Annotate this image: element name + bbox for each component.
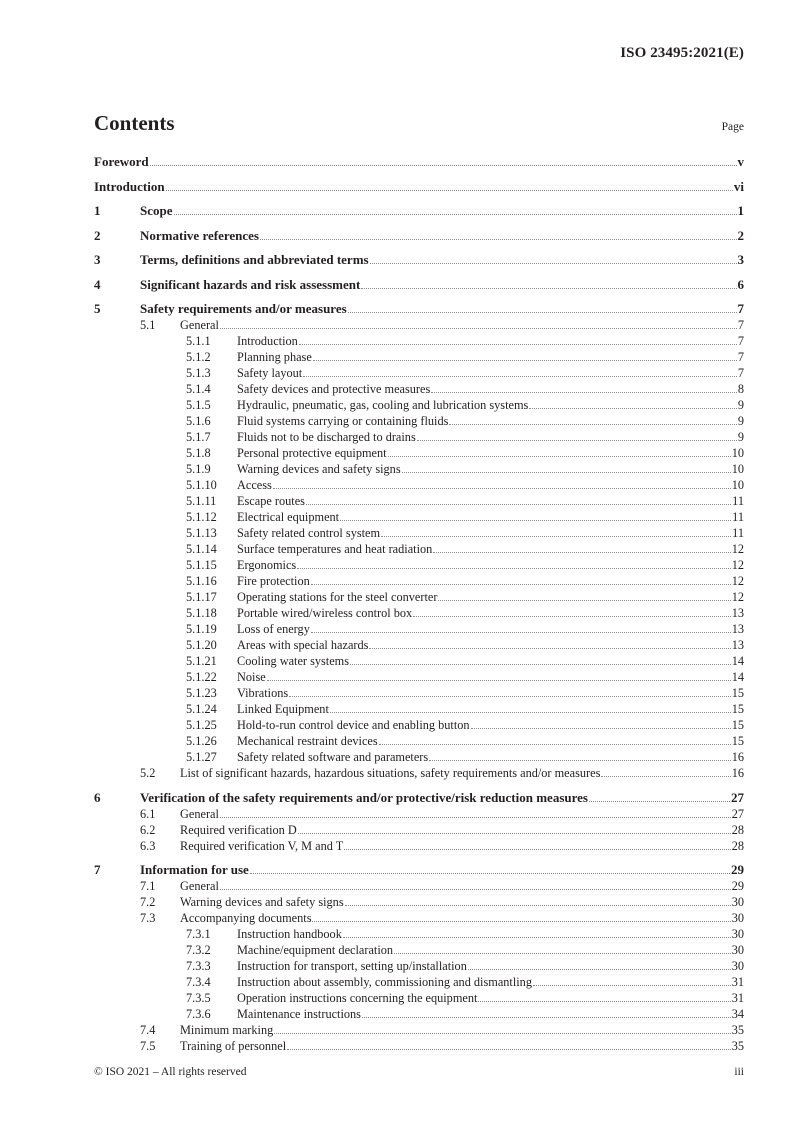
dot-leader — [369, 648, 730, 649]
toc-entry[interactable] — [94, 958, 744, 974]
toc-entry[interactable] — [94, 365, 744, 381]
toc-entry-page[interactable]: 30 — [731, 895, 744, 909]
toc-entry[interactable] — [94, 509, 744, 525]
toc-entry-number: 7.3.1 — [186, 927, 211, 941]
toc-entry-page[interactable]: 28 — [731, 822, 744, 837]
toc-entry-number: 5.1.22 — [186, 670, 217, 684]
dot-leader — [362, 1017, 731, 1018]
dot-leader — [370, 263, 737, 264]
toc-entry-number: 6.1 — [140, 806, 156, 821]
toc-entry-page[interactable]: 16 — [731, 766, 744, 780]
toc-entry-page[interactable]: 14 — [731, 654, 744, 668]
toc-entry-page[interactable]: 10 — [731, 478, 744, 492]
toc-entry[interactable] — [94, 838, 744, 854]
toc-entry-label[interactable]: Instruction for transport, setting up/installation — [237, 959, 467, 973]
dot-leader — [468, 969, 731, 970]
dot-leader — [471, 728, 731, 729]
toc-entry-label[interactable]: Instruction about assembly, commissioning and dismantling — [237, 975, 532, 989]
toc-entry[interactable] — [94, 252, 744, 268]
toc-entry-label[interactable]: Accompanying documents — [180, 911, 312, 925]
toc-entry-page[interactable]: 9 — [737, 414, 744, 428]
toc-entry-label[interactable]: Information for use — [140, 862, 249, 877]
dot-leader — [313, 360, 737, 361]
dot-leader — [274, 1033, 730, 1034]
toc-entry-label[interactable]: Escape routes — [237, 494, 305, 508]
dot-leader — [166, 190, 733, 191]
dot-leader — [417, 440, 737, 441]
toc-entry-page[interactable]: 10 — [731, 462, 744, 476]
toc-entry[interactable] — [94, 493, 744, 509]
dot-leader — [348, 312, 737, 313]
dot-leader — [402, 472, 731, 473]
toc-entry-label[interactable]: Fluid systems carrying or containing fluids — [237, 414, 449, 428]
toc-entry[interactable] — [94, 894, 744, 910]
toc-entry-page[interactable]: 16 — [731, 750, 744, 764]
toc-entry-label[interactable]: Operating stations for the steel converter — [237, 590, 438, 604]
toc-entry-page[interactable]: 12 — [731, 542, 744, 556]
toc-entry-label[interactable]: Required verification D — [180, 822, 297, 837]
toc-entry-number: 7.3.3 — [186, 959, 211, 973]
toc-entry-number: 5.1.7 — [186, 430, 211, 444]
toc-entry-number: 7.4 — [140, 1023, 156, 1037]
toc-entry-page[interactable]: 9 — [737, 430, 744, 444]
toc-entry[interactable] — [94, 349, 744, 365]
toc-entry-number: 7.3.2 — [186, 943, 211, 957]
toc-entry-label[interactable]: List of significant hazards, hazardous situations, safety requirements and/or measures — [180, 766, 601, 780]
toc-entry-label[interactable]: Machine/equipment declaration — [237, 943, 394, 957]
toc-entry-page[interactable]: 15 — [731, 686, 744, 700]
dot-leader — [438, 600, 730, 601]
toc-entry[interactable] — [94, 1022, 744, 1038]
toc-entry[interactable] — [94, 653, 744, 669]
dot-leader — [267, 680, 731, 681]
toc-entry-label[interactable]: Significant hazards and risk assessment — [140, 276, 361, 292]
toc-entry[interactable] — [94, 878, 744, 894]
toc-entry[interactable] — [94, 228, 744, 244]
dot-leader — [220, 889, 731, 890]
toc-entry-label[interactable]: Cooling water systems — [237, 654, 350, 668]
toc-entry-number: 5.1.20 — [186, 638, 217, 652]
toc-entry-page[interactable]: 34 — [731, 1007, 744, 1021]
dot-leader — [340, 520, 731, 521]
toc-entry[interactable] — [94, 669, 744, 685]
dot-leader — [589, 801, 730, 802]
toc-entry[interactable] — [94, 154, 744, 170]
toc-entry-page[interactable]: 7 — [737, 318, 744, 332]
toc-entry[interactable] — [94, 765, 744, 781]
dot-leader — [174, 214, 737, 215]
toc-entry[interactable] — [94, 557, 744, 573]
toc-entry-number: 5.1.26 — [186, 734, 217, 748]
toc-entry-number: 5.1.11 — [186, 494, 217, 508]
toc-entry-number: 5.1.24 — [186, 702, 217, 716]
page-title: Contents — [94, 111, 175, 135]
toc-entry-page[interactable]: 10 — [731, 446, 744, 460]
toc-entry[interactable] — [94, 301, 744, 317]
toc-entry[interactable] — [94, 541, 744, 557]
toc-entry[interactable] — [94, 717, 744, 733]
dot-leader — [413, 616, 731, 617]
toc-entry-label[interactable]: Access — [237, 478, 272, 492]
toc-entry-label[interactable]: Foreword — [94, 154, 149, 169]
toc-entry-page[interactable]: 28 — [731, 838, 744, 853]
toc-entry[interactable] — [94, 413, 744, 429]
dot-leader — [350, 664, 731, 665]
toc-entry-page[interactable]: 7 — [737, 350, 744, 364]
toc-entry-page[interactable]: 9 — [737, 398, 744, 412]
toc-entry[interactable] — [94, 477, 744, 493]
toc-entry[interactable] — [94, 942, 744, 958]
dot-leader — [529, 408, 737, 409]
toc-entry[interactable] — [94, 179, 744, 195]
toc-entry-label[interactable]: General — [180, 806, 219, 821]
toc-entry-page[interactable]: 29 — [731, 879, 744, 893]
toc-entry[interactable] — [94, 790, 744, 806]
toc-entry-label[interactable]: Fluids not to be discharged to drains — [237, 430, 416, 444]
toc-entry-page[interactable]: 15 — [731, 734, 744, 748]
copyright-notice: © ISO 2021 – All rights reserved — [94, 1066, 247, 1078]
dot-leader — [431, 392, 737, 393]
dot-leader — [344, 849, 730, 850]
toc-entry[interactable] — [94, 974, 744, 990]
toc-entry[interactable] — [94, 381, 744, 397]
toc-entry-label[interactable]: Safety requirements and/or measures — [140, 301, 347, 316]
toc-entry-label[interactable]: Mechanical restraint devices — [237, 734, 378, 748]
dot-leader — [299, 344, 737, 345]
contents-header — [94, 111, 744, 136]
toc-entry-number: 5.1.21 — [186, 654, 217, 668]
toc-entry-number: 5.1.19 — [186, 622, 217, 636]
toc-entry[interactable] — [94, 1006, 744, 1022]
dot-leader — [297, 568, 731, 569]
toc-entry-number: 5.1.5 — [186, 398, 211, 412]
dot-leader — [433, 552, 730, 553]
toc-entry-label[interactable]: Portable wired/wireless control box — [237, 606, 413, 620]
toc-entry-page[interactable]: 31 — [731, 975, 744, 989]
toc-entry[interactable] — [94, 990, 744, 1006]
toc-entry-label[interactable]: Normative references — [140, 227, 259, 243]
toc-entry-label[interactable]: Hold-to-run control device and enabling button — [237, 718, 470, 732]
toc-entry-number: 6 — [94, 789, 101, 805]
dot-leader — [429, 760, 731, 761]
toc-entry[interactable] — [94, 733, 744, 749]
toc-entry-page[interactable]: 15 — [731, 718, 744, 732]
toc-entry-number: 7.5 — [140, 1039, 156, 1053]
toc-entry-page[interactable]: 14 — [731, 670, 744, 684]
toc-entry-page[interactable]: 30 — [731, 943, 744, 957]
dot-leader — [298, 833, 731, 834]
page-footer — [94, 1066, 744, 1078]
toc-entry-number: 7.3.5 — [186, 991, 211, 1005]
toc-entry-label[interactable]: Maintenance instructions — [237, 1007, 361, 1021]
dot-leader — [343, 937, 731, 938]
toc-entry-number: 6.2 — [140, 822, 156, 837]
toc-entry-number: 7.2 — [140, 895, 156, 909]
dot-leader — [449, 424, 736, 425]
toc-entry-number: 7.3.4 — [186, 975, 211, 989]
toc-entry[interactable] — [94, 397, 744, 413]
toc-entry-page[interactable]: 7 — [737, 301, 744, 316]
toc-entry-number: 7.1 — [140, 879, 156, 893]
dot-leader — [330, 712, 731, 713]
toc-entry[interactable] — [94, 910, 744, 926]
toc-entry-page[interactable]: 13 — [731, 606, 744, 620]
toc-entry-label[interactable]: Introduction — [94, 178, 165, 194]
toc-entry-number: 5.1.23 — [186, 686, 217, 700]
toc-entry-page[interactable]: 35 — [731, 1023, 744, 1037]
toc-entry-label[interactable]: Planning phase — [237, 350, 312, 364]
toc-entry-number: 5.1.1 — [186, 334, 211, 348]
toc-entry-label[interactable]: Safety devices and protective measures — [237, 382, 431, 396]
toc-entry-label[interactable]: Warning devices and safety signs — [237, 462, 401, 476]
toc-entry[interactable] — [94, 573, 744, 589]
toc-entry-label[interactable]: General — [180, 879, 219, 893]
dot-leader — [379, 744, 731, 745]
toc-entry-number: 5.1.25 — [186, 718, 217, 732]
toc-entry-label[interactable]: Terms, definitions and abbreviated terms — [140, 252, 369, 267]
dot-leader — [361, 288, 736, 289]
toc-entry-page[interactable]: 11 — [732, 510, 744, 524]
dot-leader — [381, 536, 731, 537]
toc-entry-page[interactable]: 7 — [737, 366, 744, 380]
toc-entry-page[interactable]: 3 — [737, 252, 744, 267]
toc-entry-number: 5.1.13 — [186, 526, 217, 540]
dot-leader — [312, 921, 730, 922]
toc-entry-page[interactable]: 30 — [731, 911, 744, 925]
toc-entry[interactable] — [94, 926, 744, 942]
toc-entry-page[interactable]: 30 — [731, 927, 744, 941]
toc-entry-label[interactable]: Electrical equipment — [237, 510, 340, 524]
toc-entry-page[interactable]: 13 — [731, 638, 744, 652]
toc-entry-number: 7 — [94, 862, 101, 877]
dot-leader — [303, 376, 737, 377]
toc-entry-page[interactable]: 8 — [737, 382, 744, 396]
page-number: iii — [734, 1066, 744, 1078]
table-of-contents — [94, 154, 744, 1054]
toc-entry-label[interactable]: Hydraulic, pneumatic, gas, cooling and lubrication systems — [237, 398, 529, 412]
toc-entry-number: 5.1.6 — [186, 414, 211, 428]
toc-entry[interactable] — [94, 749, 744, 765]
toc-entry-label[interactable]: Instruction handbook — [237, 927, 342, 941]
toc-entry-page[interactable]: v — [737, 154, 744, 169]
toc-entry-page[interactable]: 12 — [731, 558, 744, 572]
dot-leader — [150, 165, 737, 166]
toc-entry-number: 7.3.6 — [186, 1007, 211, 1021]
dot-leader — [388, 456, 731, 457]
toc-entry[interactable] — [94, 806, 744, 822]
toc-entry-label[interactable]: Verification of the safety requirements and/or protective/risk reduction measures — [140, 789, 588, 805]
toc-entry-number: 5.1.14 — [186, 542, 217, 556]
toc-entry-number: 5.1.16 — [186, 574, 217, 588]
toc-entry-number: 4 — [94, 276, 101, 292]
toc-entry-page[interactable]: 15 — [731, 702, 744, 716]
toc-entry-label[interactable]: Introduction — [237, 334, 298, 348]
toc-entry-number: 5.1.17 — [186, 590, 217, 604]
toc-entry[interactable] — [94, 317, 744, 333]
dot-leader — [345, 905, 731, 906]
dot-leader — [601, 776, 730, 777]
dot-leader — [311, 632, 731, 633]
dot-leader — [478, 1001, 730, 1002]
toc-entry[interactable] — [94, 822, 744, 838]
toc-entry[interactable] — [94, 1038, 744, 1054]
toc-entry-label[interactable]: Safety related software and parameters — [237, 750, 429, 764]
toc-entry-label[interactable]: Required verification V, M and T — [180, 838, 344, 853]
toc-entry-page[interactable]: 2 — [737, 227, 744, 243]
toc-entry-number: 3 — [94, 252, 101, 267]
dot-leader — [394, 953, 731, 954]
toc-entry-page[interactable]: 31 — [731, 991, 744, 1005]
dot-leader — [289, 696, 731, 697]
toc-entry-label[interactable]: Training of personnel — [180, 1039, 287, 1053]
toc-entry-label[interactable]: Operation instructions concerning the equipment — [237, 991, 478, 1005]
toc-entry-number: 6.3 — [140, 838, 156, 853]
toc-entry[interactable] — [94, 685, 744, 701]
toc-entry-number: 7.3 — [140, 911, 156, 925]
toc-entry[interactable] — [94, 277, 744, 293]
toc-entry-label[interactable]: Linked Equipment — [237, 702, 329, 716]
toc-entry-page[interactable]: 12 — [731, 574, 744, 588]
toc-entry-label[interactable]: Areas with special hazards — [237, 638, 369, 652]
toc-entry[interactable] — [94, 701, 744, 717]
toc-entry-label[interactable]: Personal protective equipment — [237, 446, 387, 460]
toc-entry[interactable] — [94, 333, 744, 349]
toc-entry-page[interactable]: vi — [733, 178, 744, 194]
toc-entry-page[interactable]: 13 — [731, 622, 744, 636]
toc-entry-page[interactable]: 1 — [737, 203, 744, 218]
toc-entry-number: 5.1.18 — [186, 606, 217, 620]
toc-entry-number: 5.1 — [140, 318, 156, 332]
toc-entry-page[interactable]: 30 — [731, 959, 744, 973]
document-id: ISO 23495:2021(E) — [620, 45, 744, 61]
toc-entry[interactable] — [94, 429, 744, 445]
dot-leader — [311, 584, 731, 585]
toc-entry[interactable] — [94, 621, 744, 637]
toc-entry-number: 5.1.2 — [186, 350, 211, 364]
page-column-label: Page — [721, 121, 744, 133]
toc-entry-label[interactable]: Warning devices and safety signs — [180, 895, 344, 909]
toc-entry-page[interactable]: 11 — [732, 526, 744, 540]
toc-entry-page[interactable]: 11 — [732, 494, 744, 508]
toc-entry[interactable] — [94, 637, 744, 653]
toc-entry-number: 5.1.9 — [186, 462, 211, 476]
toc-entry[interactable] — [94, 461, 744, 477]
dot-leader — [250, 873, 730, 874]
toc-entry-number: 5.1.8 — [186, 446, 211, 460]
toc-entry-label[interactable]: Minimum marking — [180, 1023, 274, 1037]
dot-leader — [260, 239, 737, 240]
toc-entry-page[interactable]: 12 — [731, 590, 744, 604]
toc-entry-page[interactable]: 27 — [731, 789, 744, 805]
toc-entry-number: 5.1.10 — [186, 478, 217, 492]
toc-entry[interactable] — [94, 589, 744, 605]
toc-entry-label[interactable]: Scope — [140, 203, 173, 218]
toc-entry-number: 2 — [94, 227, 101, 243]
toc-entry-page[interactable]: 7 — [737, 334, 744, 348]
toc-entry-label[interactable]: Safety layout — [237, 366, 303, 380]
toc-entry-label[interactable]: Loss of energy — [237, 622, 310, 636]
toc-entry-page[interactable]: 29 — [731, 862, 744, 877]
toc-entry[interactable] — [94, 862, 744, 878]
toc-entry-page[interactable]: 6 — [737, 276, 744, 292]
toc-entry-page[interactable]: 35 — [731, 1039, 744, 1053]
toc-entry-label[interactable]: Ergonomics — [237, 558, 297, 572]
toc-entry-label[interactable]: General — [180, 318, 219, 332]
toc-entry[interactable] — [94, 203, 744, 219]
toc-entry-number: 5.1.3 — [186, 366, 211, 380]
dot-leader — [287, 1049, 731, 1050]
toc-entry[interactable] — [94, 445, 744, 461]
toc-entry[interactable] — [94, 605, 744, 621]
toc-entry-number: 5.1.12 — [186, 510, 217, 524]
dot-leader — [220, 817, 731, 818]
toc-entry-label[interactable]: Surface temperatures and heat radiation — [237, 542, 433, 556]
toc-entry-page[interactable]: 27 — [731, 806, 744, 821]
toc-entry-label[interactable]: Fire protection — [237, 574, 310, 588]
toc-entry-number: 5.1.27 — [186, 750, 217, 764]
toc-entry-label[interactable]: Safety related control system — [237, 526, 381, 540]
dot-leader — [220, 328, 737, 329]
toc-entry-number: 1 — [94, 203, 101, 218]
dot-leader — [306, 504, 731, 505]
toc-entry-label[interactable]: Noise — [237, 670, 266, 684]
dot-leader — [533, 985, 731, 986]
toc-entry-label[interactable]: Vibrations — [237, 686, 289, 700]
toc-entry-number: 5.2 — [140, 766, 156, 780]
toc-entry[interactable] — [94, 525, 744, 541]
toc-entry-number: 5.1.4 — [186, 382, 211, 396]
dot-leader — [273, 488, 731, 489]
toc-entry-number: 5 — [94, 301, 101, 316]
toc-entry-number: 5.1.15 — [186, 558, 217, 572]
